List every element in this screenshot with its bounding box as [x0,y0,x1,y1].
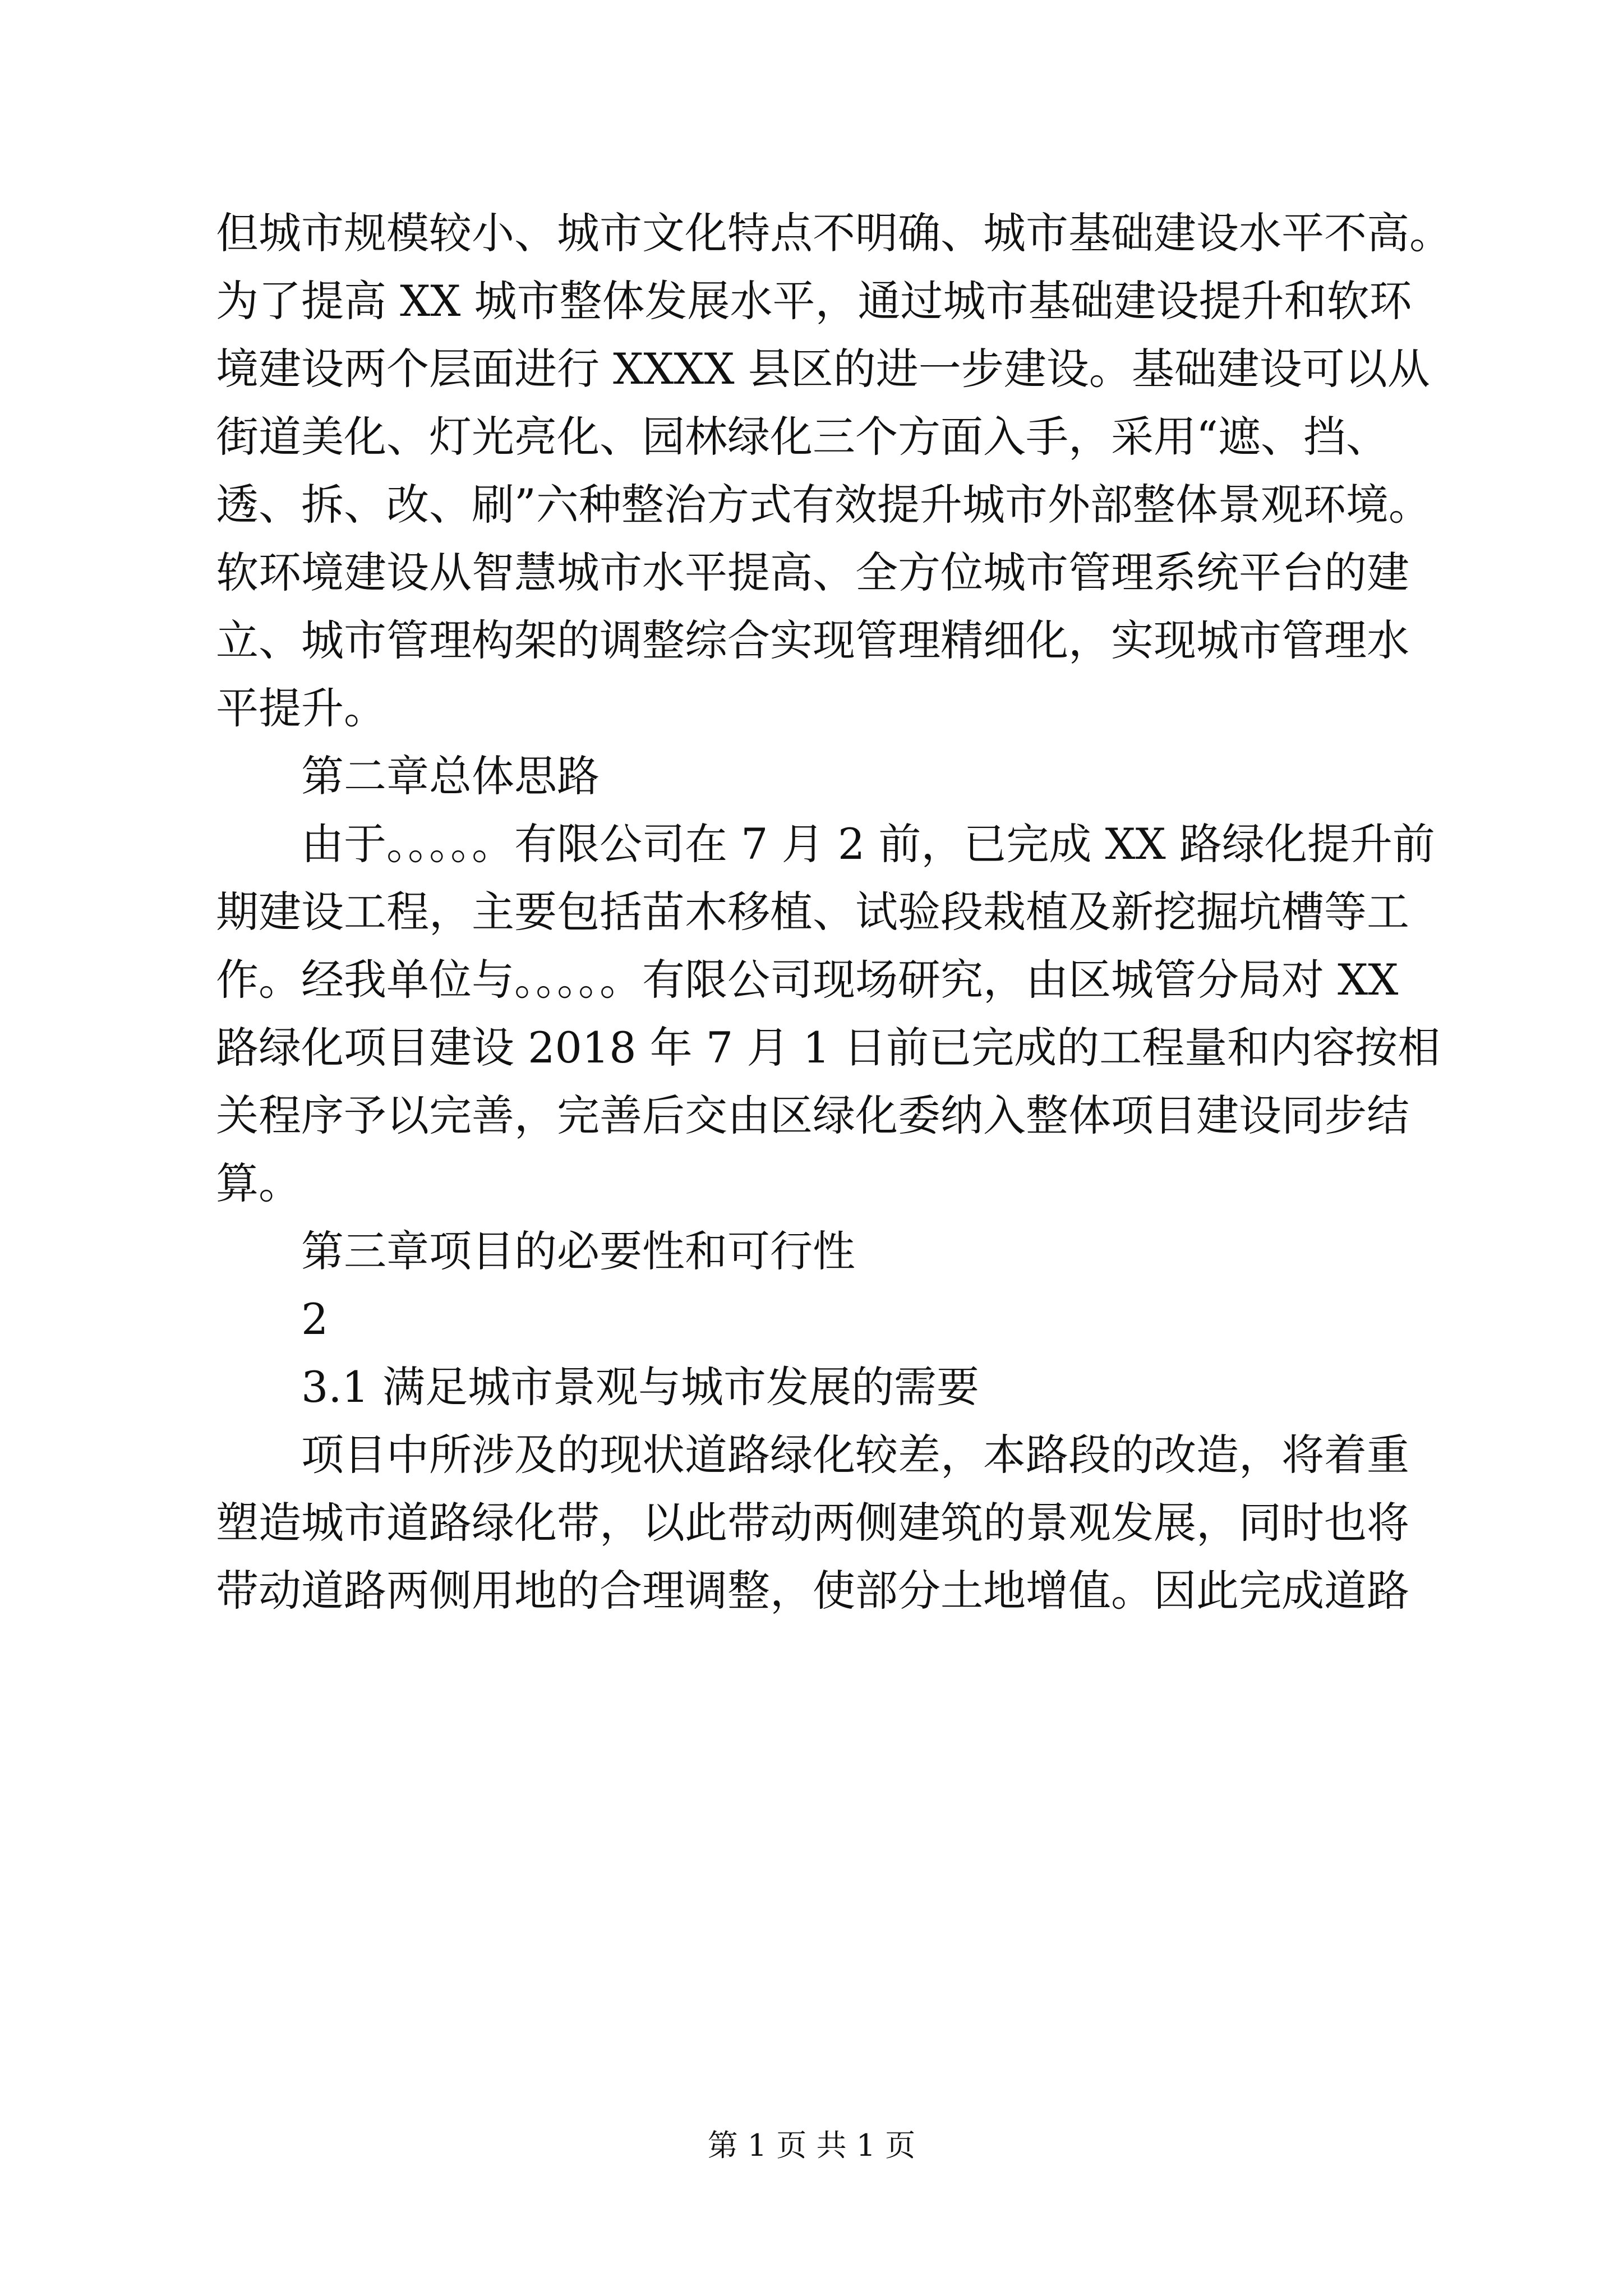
section-3-1-heading: 3.1 满足城市景观与城市发展的需要 [301,1362,980,1412]
text-line-13: 路绿化项目建设 2018 年 7 月 1 日前已完成的工程量和内容按相 [216,1023,1441,1073]
text-line-11: 期建设工程，主要包括苗木移植、试验段栽植及新挖掘坑槽等工 [216,887,1409,937]
text-line-15: 算。 [216,1158,301,1208]
chapter-2-heading: 第二章总体思路 [301,751,600,801]
text-line-7: 立、城市管理构架的调整综合实现管理精细化，实现城市管理水 [216,615,1409,665]
text-line-19: 项目中所涉及的现状道路绿化较差，本路段的改造，将着重 [301,1430,1409,1480]
text-line-14: 关程序予以完善，完善后交由区绿化委纳入整体项目建设同步结 [216,1091,1409,1140]
text-line-2: 为了提高 XX 城市整体发展水平，通过城市基础建设提升和软环 [216,276,1412,326]
text-line-4: 街道美化、灯光亮化、园林绿化三个方面入手，采用“遮、挡、 [216,412,1389,462]
text-line-3: 境建设两个层面进行 XXXX 县区的进一步建设。基础建设可以从 [216,344,1430,394]
chapter-3-heading: 第三章项目的必要性和可行性 [301,1226,855,1276]
text-line-1: 但城市规模较小、城市文化特点不明确、城市基础建设水平不高。 [216,208,1452,258]
text-line-8: 平提升。 [216,683,386,733]
inline-page-number: 2 [301,1294,329,1344]
text-line-6: 软环境建设从智慧城市水平提高、全方位城市管理系统平台的建 [216,547,1409,597]
page-footer: 第 1 页 共 1 页 [707,2128,916,2163]
text-line-10: 由于。。。。。有限公司在 7 月 2 前，已完成 XX 路绿化提升前 [301,819,1435,869]
text-line-5: 透、拆、改、刷”六种整治方式有效提升城市外部整体景观环境。 [216,480,1431,530]
body-text [216,199,1452,1625]
text-line-21: 带动道路两侧用地的合理调整，使部分土地增值。因此完成道路 [216,1566,1409,1616]
text-line-20: 塑造城市道路绿化带，以此带动两侧建筑的景观发展，同时也将 [216,1498,1409,1548]
text-line-12: 作。经我单位与。。。。。有限公司现场研究，由区城管分局对 XX [216,955,1399,1005]
